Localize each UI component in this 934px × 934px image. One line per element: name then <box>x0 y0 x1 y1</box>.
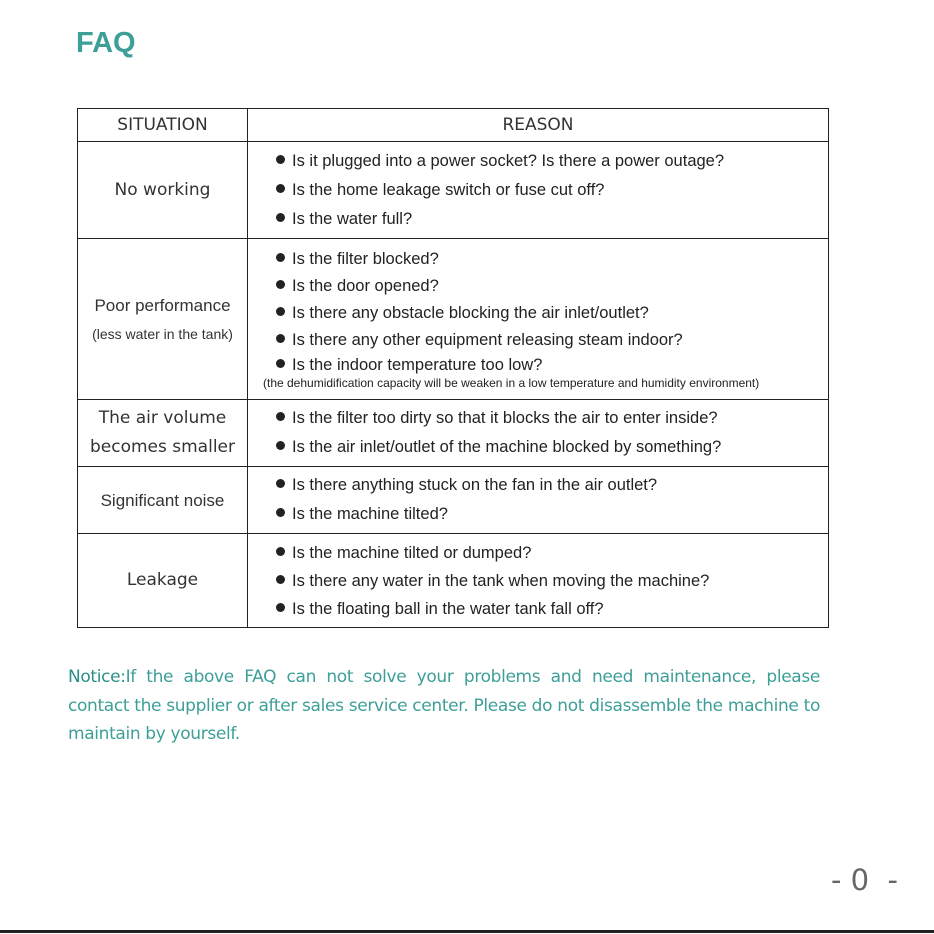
notice-label: Notice: <box>68 667 126 687</box>
bullet-icon <box>276 155 285 164</box>
bottom-divider <box>0 930 934 933</box>
situation-cell <box>78 142 248 239</box>
reason-item: Is the machine tilted? <box>276 500 828 529</box>
situation-label: No working <box>114 179 211 200</box>
table-row <box>78 239 829 400</box>
bullet-icon <box>276 508 285 517</box>
situation-sublabel: (less water in the tank) <box>92 326 233 342</box>
reason-item: Is the water full? <box>276 205 828 234</box>
header-reason: REASON <box>248 109 829 142</box>
reason-item: Is the home leakage switch or fuse cut off? <box>276 176 828 205</box>
reason-item: Is there any other equipment releasing steam indoor? <box>276 327 828 354</box>
bullet-icon <box>276 547 285 556</box>
bullet-icon <box>276 359 285 368</box>
reason-cell <box>248 400 829 467</box>
bullet-icon <box>276 213 285 222</box>
situation-cell <box>78 400 248 467</box>
situation-label: The air volume <box>98 408 227 428</box>
situation-label: Leakage <box>126 570 199 590</box>
reason-item: Is there any obstacle blocking the air inlet/outlet? <box>276 300 828 327</box>
notice-paragraph <box>68 663 820 749</box>
bullet-icon <box>276 441 285 450</box>
page-title: FAQ <box>76 27 136 59</box>
table-row <box>78 400 829 467</box>
reason-cell <box>248 534 829 628</box>
table-row <box>78 534 829 628</box>
notice-text: If the above FAQ can not solve your problems and need maintenance, please contact the supplier or after sales service center. Please do not disassemble the machine to maintain by yourself. <box>68 667 820 744</box>
reason-item: Is the air inlet/outlet of the machine blocked by something? <box>276 433 828 462</box>
reason-item: Is there any water in the tank when moving the machine? <box>276 567 828 595</box>
situation-label: becomes smaller <box>89 437 235 457</box>
bullet-icon <box>276 575 285 584</box>
bullet-icon <box>276 307 285 316</box>
reason-item: Is the indoor temperature too low? <box>276 354 828 376</box>
bullet-icon <box>276 280 285 289</box>
reason-item: Is the machine tilted or dumped? <box>276 539 828 567</box>
bullet-icon <box>276 334 285 343</box>
reason-item: Is the floating ball in the water tank fall off? <box>276 595 828 623</box>
table-row <box>78 467 829 534</box>
header-situation: SITUATION <box>78 109 248 142</box>
bullet-icon <box>276 253 285 262</box>
reason-item: Is it plugged into a power socket? Is there a power outage? <box>276 147 828 176</box>
situation-cell <box>78 467 248 534</box>
situation-label: Significant noise <box>100 490 225 510</box>
reason-cell <box>248 239 829 400</box>
bullet-icon <box>276 479 285 488</box>
situation-cell <box>78 534 248 628</box>
table-header-row <box>78 109 829 142</box>
page-number: - 0 - <box>830 863 898 897</box>
situation-label: Poor performance <box>94 296 231 315</box>
table-row <box>78 142 829 239</box>
reason-item: Is the filter blocked? <box>276 246 828 273</box>
bullet-icon <box>276 603 285 612</box>
situation-cell <box>78 239 248 400</box>
faq-table <box>77 108 829 628</box>
reason-note: (the dehumidification capacity will be weaken in a low temperature and humidity environment) <box>263 375 760 390</box>
bullet-icon <box>276 184 285 193</box>
bullet-icon <box>276 412 285 421</box>
reason-item: Is there anything stuck on the fan in the air outlet? <box>276 471 828 500</box>
reason-cell <box>248 142 829 239</box>
reason-item: Is the door opened? <box>276 273 828 300</box>
reason-item: Is the filter too dirty so that it blocks the air to enter inside? <box>276 404 828 433</box>
reason-cell <box>248 467 829 534</box>
